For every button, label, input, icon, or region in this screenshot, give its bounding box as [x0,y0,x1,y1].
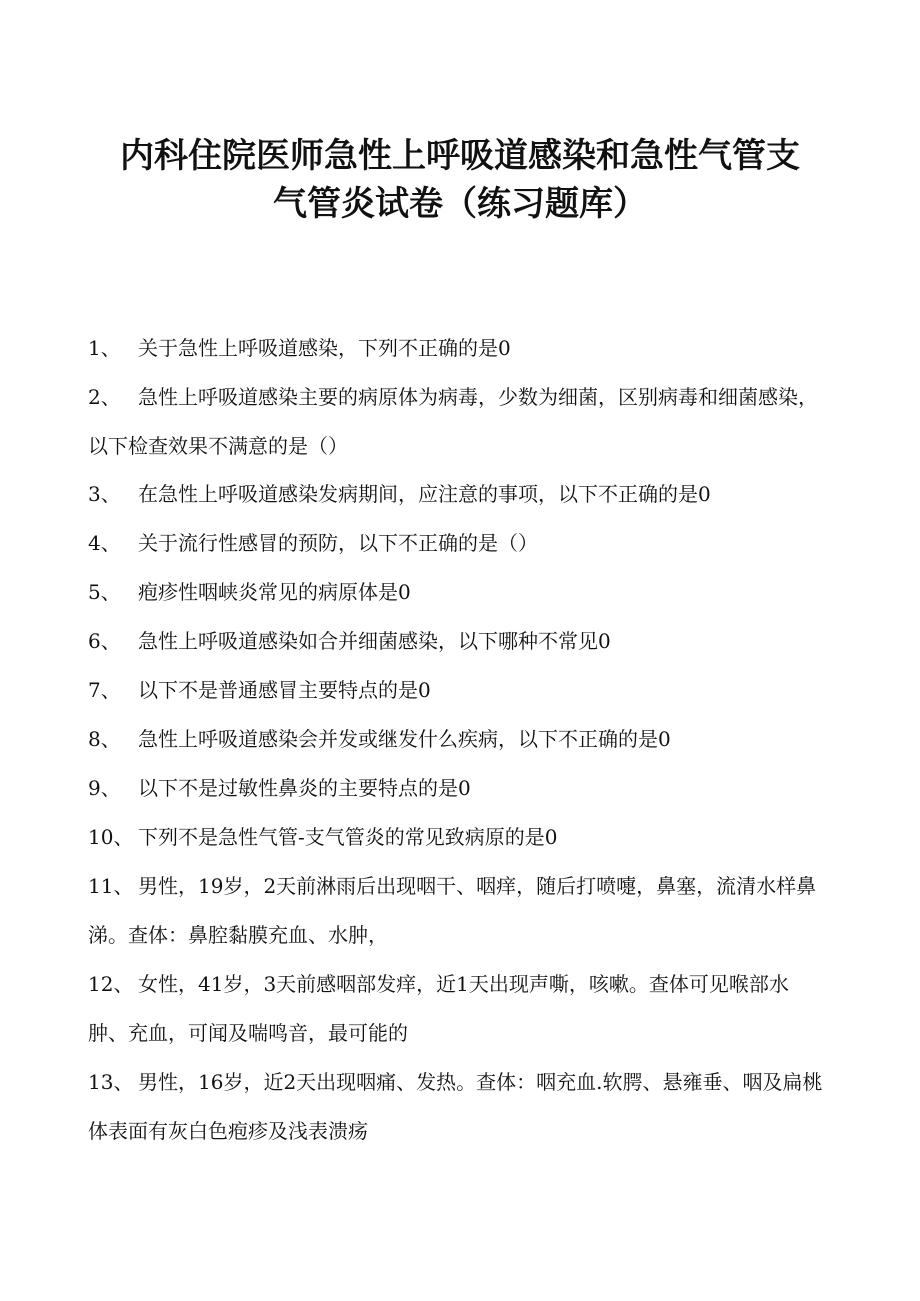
question-text: 在急性上呼吸道感染发病期间，应注意的事项，以下不正确的是0 [138,482,711,506]
question-number: 9、 [88,776,121,800]
question-number: 3、 [88,482,121,506]
question-number: 13、 [88,1070,134,1094]
question-text: 关于急性上呼吸道感染，下列不正确的是0 [138,336,511,360]
question-text: 以下不是过敏性鼻炎的主要特点的是0 [138,776,471,800]
question-4 [88,519,828,568]
question-number: 1、 [88,336,121,360]
question-text: 急性上呼吸道感染主要的病原体为病毒，少数为细菌，区别病毒和细菌感染，以下检查效果不满意的是（） [88,385,818,458]
question-text: 男性，16岁，近2天出现咽痛、发热。查体：咽充血.软腭、悬雍垂、咽及扁桃体表面有灰白色疱疹及浅表溃疡 [88,1070,823,1143]
question-number: 6、 [88,629,121,653]
question-11 [88,862,828,960]
question-text: 关于流行性感冒的预防，以下不正确的是（） [138,531,538,555]
question-10 [88,813,828,862]
question-7 [88,666,828,715]
question-text: 急性上呼吸道感染如合并细菌感染，以下哪种不常见0 [138,629,611,653]
question-9 [88,764,828,813]
document-title-line-1: 内科住院医师急性上呼吸道感染和急性气管支 [120,136,800,176]
question-2 [88,373,828,471]
question-number: 8、 [88,727,121,751]
question-number: 12、 [88,972,134,996]
question-5 [88,568,828,617]
question-number: 4、 [88,531,121,555]
question-number: 7、 [88,678,121,702]
question-8 [88,715,828,764]
question-12 [88,960,828,1058]
question-13 [88,1058,828,1156]
question-text: 急性上呼吸道感染会并发或继发什么疾病，以下不正确的是0 [138,727,671,751]
question-text: 男性，19岁，2天前淋雨后出现咽干、咽痒，随后打喷嚏，鼻塞，流清水样鼻涕。查体：鼻腔黏膜充血、水肿， [88,874,817,947]
question-number: 5、 [88,580,121,604]
question-text: 以下不是普通感冒主要特点的是0 [138,678,431,702]
question-text: 疱疹性咽峡炎常见的病原体是0 [138,580,411,604]
question-1 [88,324,828,373]
question-text: 女性，41岁，3天前感咽部发痒，近1天出现声嘶，咳嗽。查体可见喉部水肿、充血，可闻及喘鸣音，最可能的 [88,972,789,1045]
question-number: 2、 [88,385,121,409]
question-number: 11、 [88,874,134,898]
question-text: 下列不是急性气管-支气管炎的常见致病原的是0 [138,825,558,849]
question-number: 10、 [88,825,134,849]
document-title-line-2: 气管炎试卷（练习题库） [273,184,647,224]
question-6 [88,617,828,666]
question-3 [88,470,828,519]
